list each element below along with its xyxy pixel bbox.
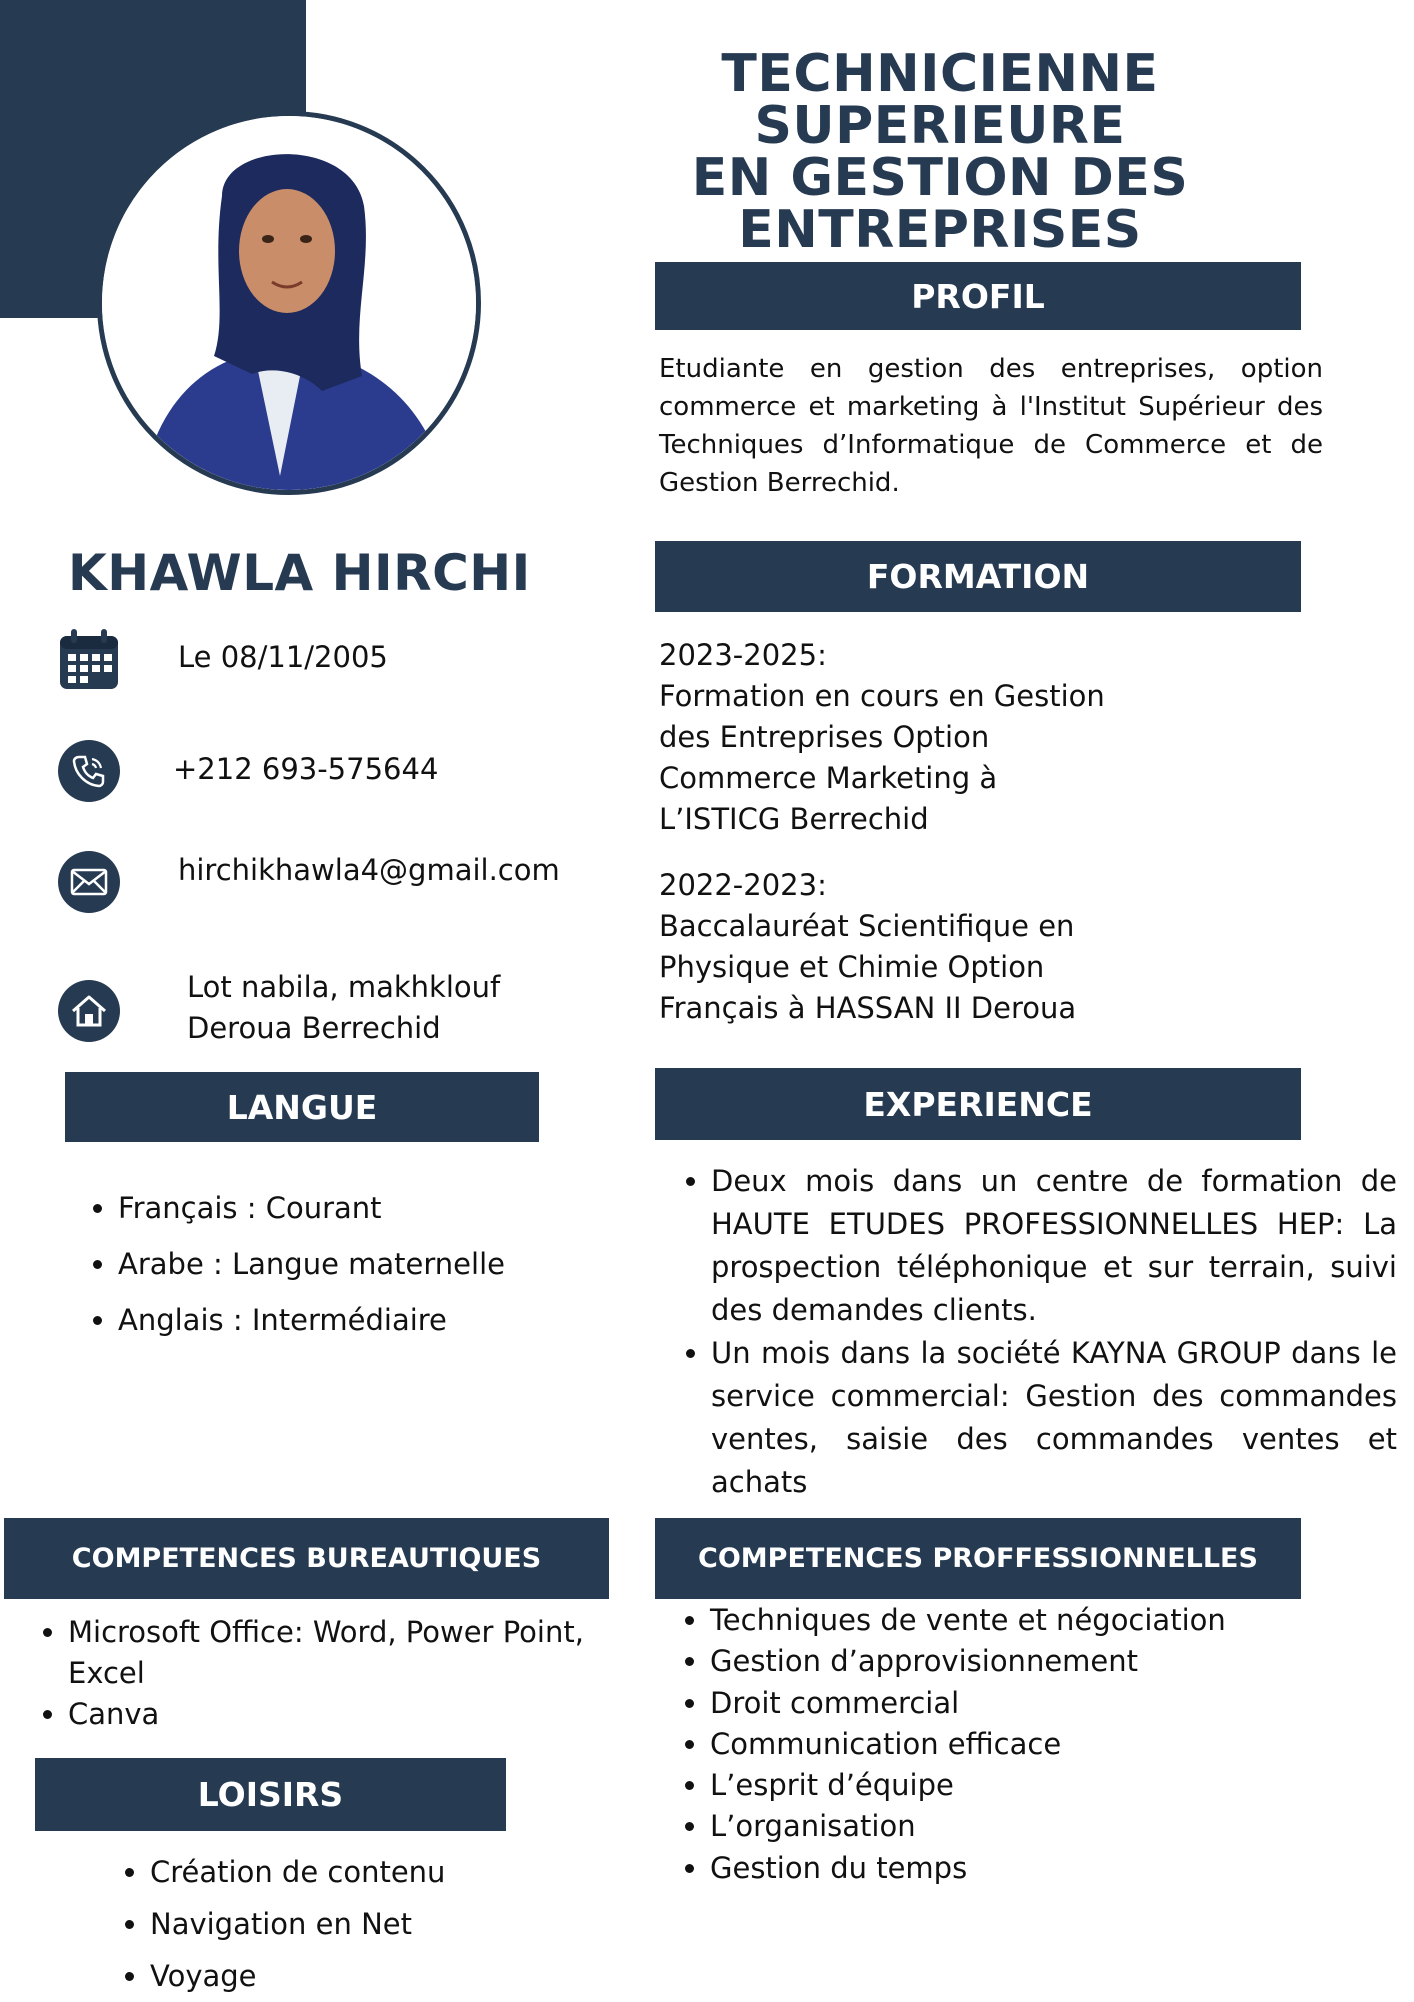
address-line: Lot nabila, makhklouf [187, 970, 501, 1004]
formation-line: Baccalauréat Scientifique en [659, 909, 1075, 943]
list-item: • Techniques de vente et négociation [710, 1600, 1410, 1641]
list-item: • Communication efficace [710, 1724, 1410, 1765]
loisirs-list [116, 1846, 610, 2002]
list-item: • Gestion d’approvisionnement [710, 1641, 1410, 1682]
language-list [86, 1180, 588, 1348]
formation-line: L’ISTICG Berrechid [659, 802, 929, 836]
section-header-experience: EXPERIENCE [655, 1068, 1301, 1140]
formation-line: Commerce Marketing à [659, 761, 998, 795]
home-icon [58, 980, 120, 1042]
bureautique-list [34, 1612, 588, 1735]
list-item: • L’esprit d’équipe [710, 1765, 1410, 1806]
formation-line: des Entreprises Option [659, 720, 990, 754]
list-item: • Gestion du temps [710, 1848, 1410, 1889]
list-item: • Anglais : Intermédiaire [118, 1292, 588, 1348]
section-header-professionnelles: COMPETENCES PROFFESSIONNELLES [655, 1518, 1301, 1599]
phone-number: +212 693-575644 [173, 752, 439, 786]
formation-line: Formation en cours en Gestion [659, 679, 1105, 713]
list-item: • Création de contenu [150, 1846, 610, 1898]
section-header-loisirs: LOISIRS [35, 1758, 506, 1831]
birth-date: Le 08/11/2005 [178, 640, 388, 674]
section-header-formation: FORMATION [655, 541, 1301, 612]
list-item: • Arabe : Langue maternelle [118, 1236, 588, 1292]
profile-photo [97, 111, 481, 495]
envelope-icon [58, 851, 120, 913]
list-item: • Un mois dans la société KAYNA GROUP dans le service commercial: Gestion des commandes ventes, saisie des commandes ventes et achats [711, 1332, 1397, 1504]
section-header-bureautique: COMPETENCES BUREAUTIQUES [4, 1518, 609, 1599]
list-item: • Microsoft Office: Word, Power Point, Excel [68, 1612, 588, 1694]
list-item: • Deux mois dans un centre de formation de HAUTE ETUDES PROFESSIONNELLES HEP: La prospection téléphonique et sur terrain, suivi des demandes clients. [711, 1160, 1397, 1332]
list-item: • L’organisation [710, 1806, 1410, 1847]
list-item: • Canva [68, 1694, 588, 1735]
list-item: • Français : Courant [118, 1180, 588, 1236]
person-name: KHAWLA HIRCHI [68, 544, 531, 602]
list-item: • Droit commercial [710, 1683, 1410, 1724]
phone-icon [58, 740, 120, 802]
job-title [540, 44, 1340, 260]
formation-line: Français à HASSAN II Deroua [659, 991, 1077, 1025]
formation-entry [659, 635, 1105, 840]
formation-entry [659, 865, 1076, 1029]
list-item: • Voyage [150, 1950, 610, 2002]
section-header-profil: PROFIL [655, 262, 1301, 330]
profil-text: Etudiante en gestion des entreprises, option commerce et marketing à l'Institut Supérieur des Techniques d’Informatique de Commerce et de Gestion Berrechid. [659, 354, 1323, 498]
list-item: • Navigation en Net [150, 1898, 610, 1950]
formation-years: 2023-2025: [659, 638, 827, 672]
calendar-icon [56, 627, 122, 693]
job-title-line: ENTREPRISES [738, 200, 1142, 260]
formation-years: 2022-2023: [659, 868, 827, 902]
address-line: Deroua Berrechid [187, 1011, 441, 1045]
experience-list [679, 1160, 1397, 1504]
job-title-line: EN GESTION DES [691, 148, 1189, 208]
profile-photo-illustration [102, 116, 476, 490]
address [187, 967, 500, 1049]
formation-line: Physique et Chimie Option [659, 950, 1045, 984]
professionnelles-list [678, 1600, 1410, 1889]
email-address: hirchikhawla4@gmail.com [178, 853, 560, 887]
section-header-langue: LANGUE [65, 1072, 539, 1142]
job-title-line: TECHNICIENNE SUPERIEURE [721, 44, 1159, 156]
